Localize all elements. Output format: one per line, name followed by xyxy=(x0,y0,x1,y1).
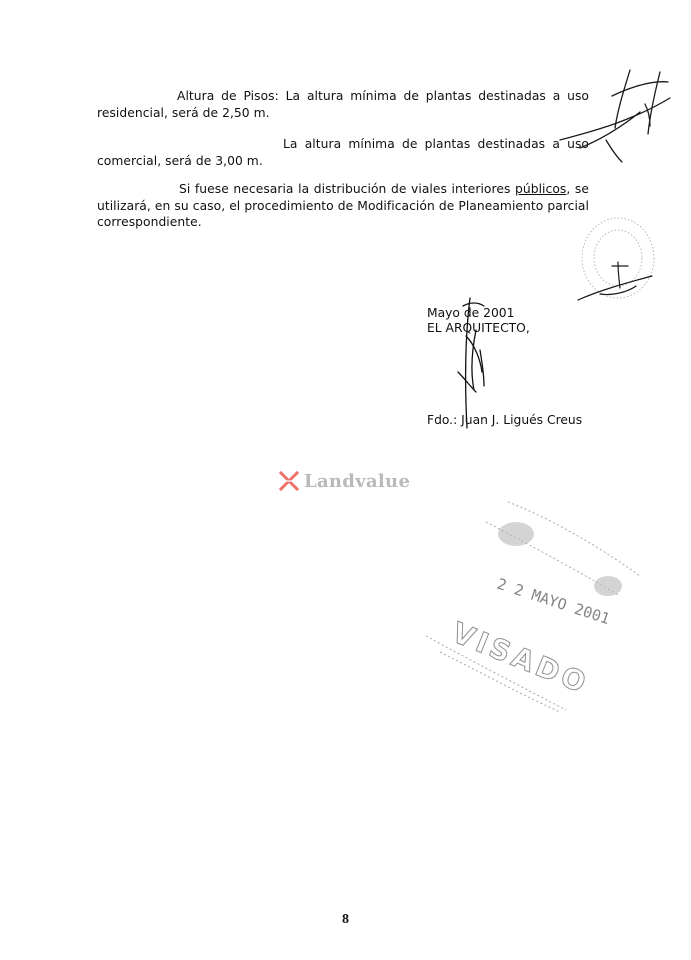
paragraph-viales-underlined: públicos xyxy=(515,182,567,196)
paragraph-altura-comercial xyxy=(97,136,589,169)
landvalue-logo-icon xyxy=(278,470,300,492)
signature-signed-by: Fdo.: Juan J. Ligués Creus xyxy=(427,413,583,427)
signature-role: EL ARQUITECTO, xyxy=(427,321,530,335)
paragraph-viales-text-before: Si fuese necesaria la distribución de viales interiores xyxy=(179,182,516,196)
landvalue-watermark xyxy=(278,470,410,492)
paragraph-viales-text-after: , se utilizará, en su caso, el procedimiento de Modificación de Planeamiento parcial correspondiente. xyxy=(97,182,589,229)
paragraph-viales xyxy=(97,181,589,231)
stamp-date-text: 2 2 MAYO 2001 xyxy=(494,574,612,629)
page-number: 8 xyxy=(342,912,349,927)
paragraph-altura-comercial-text: La altura mínima de plantas destinadas a uso comercial, será de 3,00 m. xyxy=(97,137,589,168)
landvalue-watermark-text: Landvalue xyxy=(304,470,411,492)
paragraph-altura-residencial xyxy=(97,88,589,121)
signature-date: Mayo de 2001 xyxy=(427,306,515,320)
stamp-visado-text: VISADO xyxy=(447,615,595,701)
paragraph-altura-residencial-text: Altura de Pisos: La altura mínima de plantas destinadas a uso residencial, será de 2,50 m. xyxy=(97,89,589,120)
